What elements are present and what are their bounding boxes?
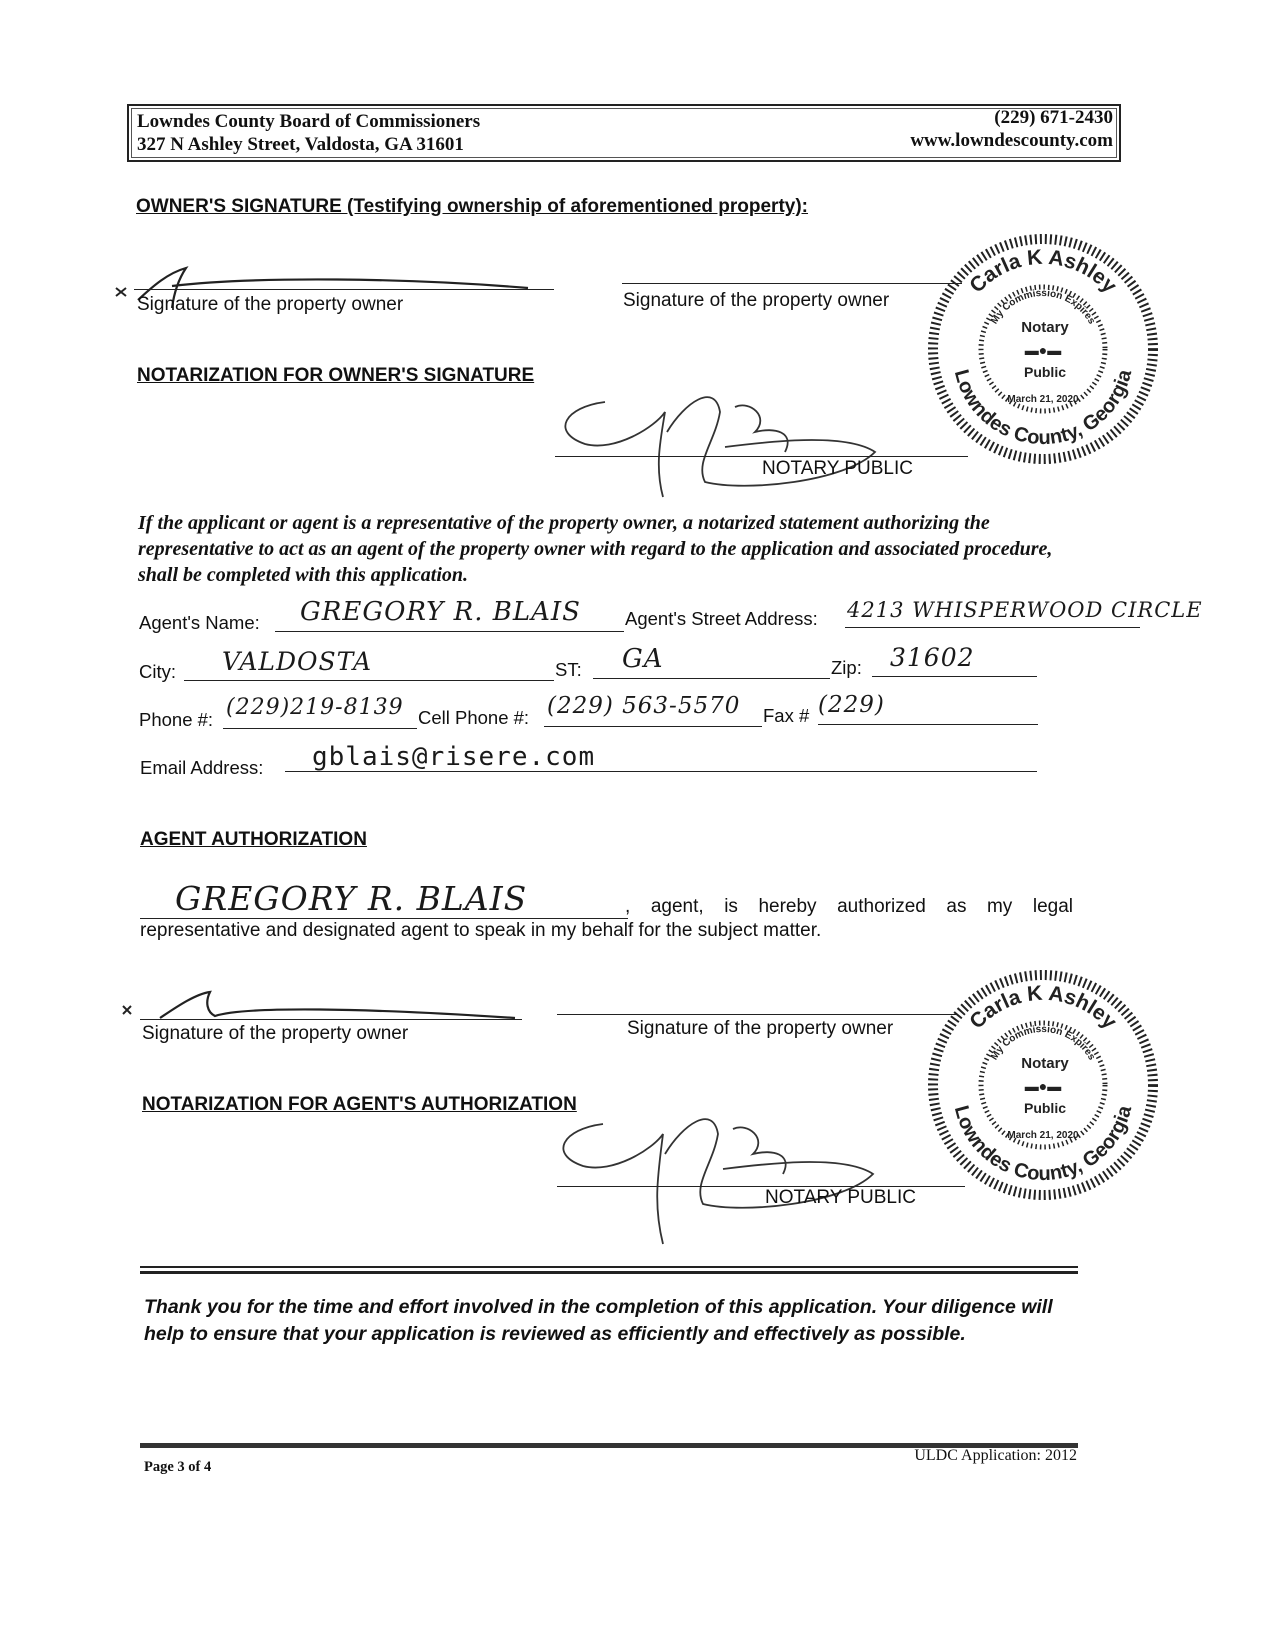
agent-instructions: If the applicant or agent is a representative of the property owner, a notarized statement authorizing the representative to act as an agent of the property owner with regard to the application and associated procedure, shall be completed with this application. <box>138 512 1053 586</box>
cell-phone-line <box>544 726 762 727</box>
notary-seal <box>928 234 1158 464</box>
owner-signature-label-2: Signature of the property owner <box>623 290 890 311</box>
svg-text:Carla K Ashley: Carla K Ashley <box>965 245 1122 298</box>
org-name: Lowndes County Board of Commissioners <box>137 111 481 132</box>
notary-signature-scribble <box>545 372 895 502</box>
page-number: Page 3 of 4 <box>144 1459 212 1475</box>
notary-owner-line <box>555 456 968 457</box>
svg-text:▬●▬: ▬●▬ <box>1024 344 1062 359</box>
owner-signature-label-1: Signature of the property owner <box>137 294 404 315</box>
state-line <box>593 678 830 679</box>
zip-value: 31602 <box>890 643 975 672</box>
svg-text:Lowndes County, Georgia: Lowndes County, Georgia <box>949 367 1137 450</box>
zip-line <box>872 676 1037 677</box>
notary-agent-signature-scribble <box>543 1094 893 1254</box>
agent-name-value: GREGORY R. BLAIS <box>300 597 581 627</box>
agent-owner-signature-line-1 <box>140 1019 522 1020</box>
divider-bottom <box>140 1271 1078 1274</box>
svg-text:March 21, 2020: March 21, 2020 <box>1007 394 1079 405</box>
org-address: 327 N Ashley Street, Valdosta, GA 31601 <box>137 134 464 155</box>
phone-line <box>223 728 417 729</box>
phone-value: (229)219-8139 <box>226 695 404 720</box>
agent-street-label: Agent's Street Address: <box>625 608 818 629</box>
owner-signature-line-1 <box>134 289 554 290</box>
svg-text:Lowndes County, Georgia: Lowndes County, Georgia <box>949 1103 1137 1186</box>
agent-name-label: Agent's Name: <box>139 612 260 633</box>
phone-label: Phone #: <box>139 709 214 730</box>
city-value: VALDOSTA <box>222 647 373 676</box>
notary-owner-title: NOTARIZATION FOR OWNER'S SIGNATURE <box>137 365 535 386</box>
cell-phone-value: (229) 563-5570 <box>547 693 741 719</box>
state-value: GA <box>622 644 664 674</box>
zip-label: Zip: <box>831 657 862 678</box>
fax-line <box>818 724 1038 725</box>
agent-owner-signature-label-1: Signature of the property owner <box>142 1023 409 1044</box>
owner-signature-line-2 <box>622 283 962 284</box>
cell-phone-label: Cell Phone #: <box>418 707 530 728</box>
agent-street-line <box>845 627 1140 628</box>
agent-owner-signature-label-2: Signature of the property owner <box>627 1018 894 1039</box>
svg-text:My Commission Expires: My Commission Expires <box>988 1023 1098 1063</box>
authorized-agent-value: GREGORY R. BLAIS <box>175 879 528 918</box>
divider-top <box>140 1266 1078 1268</box>
email-value: gblais@risere.com <box>312 742 596 772</box>
authorized-agent-line <box>140 918 628 919</box>
form-id: ULDC Application: 2012 <box>914 1447 1077 1464</box>
state-label: ST: <box>555 659 582 680</box>
svg-text:Public: Public <box>1023 1100 1067 1116</box>
email-label: Email Address: <box>140 757 264 778</box>
svg-text:My Commission Expires: My Commission Expires <box>988 287 1098 327</box>
fax-value: (229) <box>818 692 885 718</box>
agent-authorization-title: AGENT AUTHORIZATION <box>140 829 367 850</box>
owner-signature-title: OWNER'S SIGNATURE (Testifying ownership of aforementioned property): <box>136 196 809 217</box>
authorization-text-1: , agent, is hereby authorized as my legal <box>625 896 1073 917</box>
authorization-text-2: representative and designated agent to speak in my behalf for the subject matter. <box>140 920 822 941</box>
agent-name-line <box>275 631 624 632</box>
agent-street-value: 4213 WHISPERWOOD CIRCLE <box>847 598 1203 622</box>
svg-text:March 21, 2020: March 21, 2020 <box>1007 1130 1079 1141</box>
org-phone: (229) 671-2430 <box>994 107 1113 128</box>
svg-text:▬●▬: ▬●▬ <box>1024 1080 1062 1095</box>
notary-owner-label: NOTARY PUBLIC <box>762 458 913 479</box>
agent-owner-signature-line-2 <box>557 1014 957 1015</box>
svg-text:Notary: Notary <box>1021 1055 1069 1072</box>
fax-label: Fax # <box>763 705 810 726</box>
svg-text:Carla K Ashley: Carla K Ashley <box>965 981 1122 1034</box>
notary-agent-label: NOTARY PUBLIC <box>765 1187 916 1208</box>
notary-seal <box>928 970 1158 1200</box>
thank-you-text: Thank you for the time and effort involved in the completion of this application. Your diligence will help to ensure that your application is reviewed as efficiently and effectively as possible. <box>144 1296 1053 1345</box>
svg-text:Notary: Notary <box>1021 319 1069 336</box>
svg-text:Public: Public <box>1023 364 1067 380</box>
city-line <box>184 680 554 681</box>
agent-owner-signature-scribble <box>115 986 535 1026</box>
notary-agent-title: NOTARIZATION FOR AGENT'S AUTHORIZATION <box>142 1094 577 1115</box>
org-website: www.lowndescounty.com <box>910 130 1113 151</box>
city-label: City: <box>139 661 176 682</box>
